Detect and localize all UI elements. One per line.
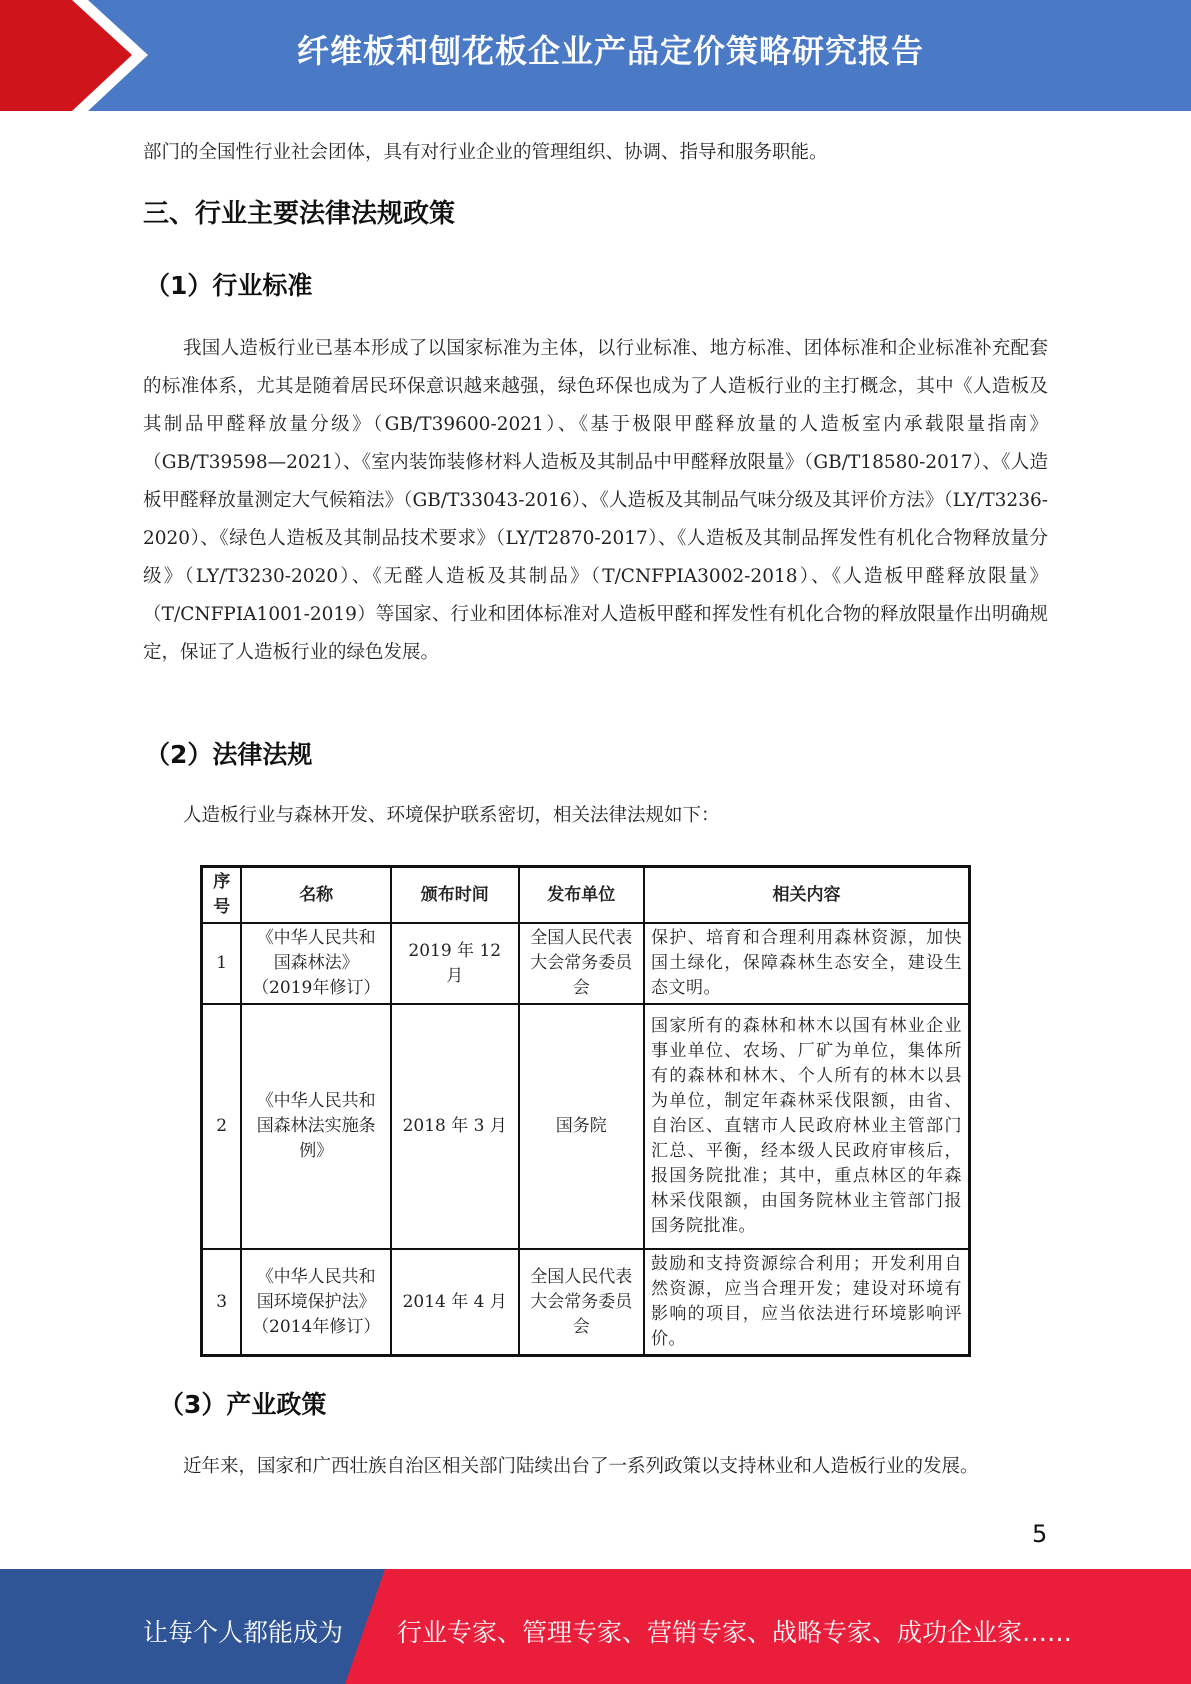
header-cell-index: 序号	[202, 867, 242, 924]
header-cell-content: 相关内容	[644, 867, 970, 924]
table-row	[202, 1004, 970, 1249]
table-row	[202, 923, 970, 1004]
cell-name: 《中华人民共和国森林法》（2019年修订）	[241, 923, 391, 1004]
header-cell-name: 名称	[241, 867, 391, 924]
cell-index: 2	[202, 1004, 242, 1249]
intro-paragraph: 部门的全国性行业社会团体，具有对行业企业的管理组织、协调、指导和服务职能。	[143, 142, 828, 163]
section-heading: 三、行业主要法律法规政策	[143, 199, 456, 229]
table-row	[202, 1249, 970, 1356]
cell-index: 1	[202, 923, 242, 1004]
cell-date: 2018 年 3 月	[391, 1004, 519, 1249]
footer-slogan-right: 行业专家、管理专家、营销专家、战略专家、成功企业家……	[397, 1618, 1073, 1647]
cell-issuer: 全国人民代表大会常务委员会	[519, 1249, 644, 1356]
header-cell-date: 颁布时间	[391, 867, 519, 924]
page-header	[0, 0, 1191, 111]
cell-issuer: 全国人民代表大会常务委员会	[519, 923, 644, 1004]
cell-date: 2014 年 4 月	[391, 1249, 519, 1356]
policy-paragraph: 近年来，国家和广西壮族自治区相关部门陆续出台了一系列政策以支持林业和人造板行业的发展。	[183, 1456, 979, 1477]
table-header-row	[202, 867, 970, 924]
cell-index: 3	[202, 1249, 242, 1356]
laws-table	[200, 865, 971, 1357]
cell-name: 《中华人民共和国森林法实施条例》	[241, 1004, 391, 1249]
cell-date: 2019 年 12 月	[391, 923, 519, 1004]
subsection-heading-laws: （2）法律法规	[145, 740, 313, 769]
header-cell-issuer: 发布单位	[519, 867, 644, 924]
page-footer	[0, 1569, 1191, 1684]
footer-slogan-left: 让每个人都能成为	[143, 1618, 344, 1647]
laws-intro-paragraph: 人造板行业与森林开发、环境保护联系密切，相关法律法规如下：	[183, 805, 720, 826]
page-number: 5	[1032, 1520, 1048, 1548]
cell-content: 国家所有的森林和林木以国有林业企业事业单位、农场、厂矿为单位，集体所有的森林和林木、个人所有的林木以县为单位，制定年森林采伐限额，由省、自治区、直辖市人民政府林业主管部门汇总、平衡，经本级人民政府审核后，报国务院批准；其中，重点林区的年森林采伐限额，由国务院林业主管部门报国务院批准。	[644, 1004, 970, 1249]
subsection-heading-policy: （3）产业政策	[159, 1390, 327, 1419]
report-title: 纤维板和刨花板企业产品定价策略研究报告	[296, 32, 924, 70]
cell-content: 鼓励和支持资源综合利用；开发利用自然资源，应当合理开发；建设对环境有影响的项目，应当依法进行环境影响评价。	[644, 1249, 970, 1356]
cell-issuer: 国务院	[519, 1004, 644, 1249]
cell-name: 《中华人民共和国环境保护法》（2014年修订）	[241, 1249, 391, 1356]
standards-paragraph: 我国人造板行业已基本形成了以国家标准为主体，以行业标准、地方标准、团体标准和企业标准补充配套的标准体系，尤其是随着居民环保意识越来越强，绿色环保也成为了人造板行业的主打概念，其中《人造板及其制品甲醛释放量分级》（GB/T39600-2021）、《基于极限甲醛释放量的人造板室内承载限量指南》（GB/T39598—2021）、《室内装饰装修材料人造板及其制品中甲醛释放限量》（GB/T18580-2017）、《人造板甲醛释放量测定大气候箱法》（GB/T33043-2016）、《人造板及其制品气味分级及其评价方法》（LY/T3236-2020）、《绿色人造板及其制品技术要求》（LY/T2870-2017）、《人造板及其制品挥发性有机化合物释放量分级》（LY/T3230-2020）、《无醛人造板及其制品》（T/CNFPIA3002-2018）、《人造板甲醛释放限量》（T/CNFPIA1001-2019）等国家、行业和团体标准对人造板甲醛和挥发性有机化合物的释放限量作出明确规定，保证了人造板行业的绿色发展。	[143, 338, 1048, 663]
cell-content: 保护、培育和合理利用森林资源，加快国土绿化，保障森林生态安全，建设生态文明。	[644, 923, 970, 1004]
subsection-heading-standards: （1）行业标准	[145, 271, 313, 300]
